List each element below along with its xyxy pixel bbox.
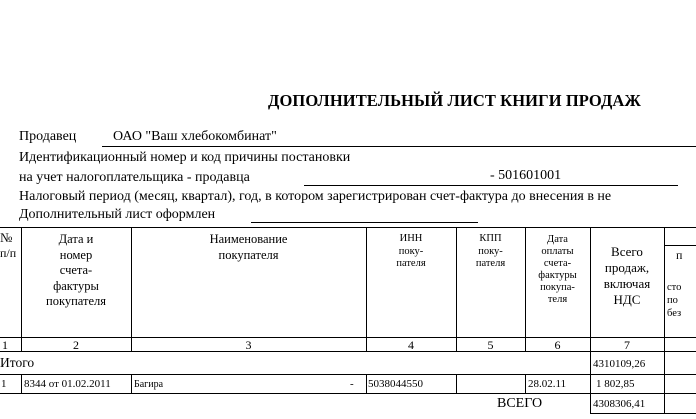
inn-label-line1: Идентификационный номер и код причины постановки <box>19 150 351 165</box>
col-number: 6 <box>554 338 561 352</box>
seller-underline <box>102 146 696 147</box>
header-col4 <box>366 233 456 271</box>
table-top-border <box>0 227 696 228</box>
header-col6-line: теля <box>547 294 568 305</box>
header-col2-line: номер <box>59 247 93 262</box>
row-sum: 1 802,85 <box>596 378 635 390</box>
row-date: 28.02.11 <box>528 378 567 390</box>
header-col1-line1: № <box>0 230 13 245</box>
sheet-label: Дополнительный лист оформлен <box>19 207 216 222</box>
header-col2-line: Дата и <box>58 232 94 246</box>
header-col8-line: по <box>667 295 678 306</box>
inn-value: - 501601001 <box>490 168 562 183</box>
row-number: 1 <box>1 378 7 390</box>
header-col7-line: Всего <box>611 244 643 259</box>
header-col5 <box>456 233 525 271</box>
period-label: Налоговый период (месяц, квартал), год, в котором зарегистрирован счет-фактура до внесения в не <box>19 189 612 204</box>
header-col6-line: фактуры <box>538 270 577 281</box>
header-col6-line: Дата <box>547 234 568 245</box>
inn-label-line2: на учет налогоплательщика - продавца <box>19 170 250 185</box>
grand-total-label: ВСЕГО <box>497 396 543 411</box>
header-col1-line2: п/п <box>0 246 17 260</box>
header-col7-line: продаж, <box>604 260 650 275</box>
grand-total-value: 4308306,41 <box>593 398 646 410</box>
table-subheader-line <box>664 245 696 246</box>
col-divider-7 <box>664 227 665 413</box>
col-divider-1-row <box>21 374 22 393</box>
header-col8-line: без <box>667 308 682 319</box>
header-col7-line: включая <box>603 276 651 291</box>
header-col6-line: оплаты <box>541 246 574 257</box>
header-col7-line: НДС <box>613 292 641 307</box>
col-number: 1 <box>2 338 8 352</box>
table-grand-bottom <box>590 413 696 414</box>
header-col7 <box>590 244 664 308</box>
header-col3 <box>131 232 366 263</box>
header-col4-line: поку- <box>398 245 424 257</box>
header-col8-top: п <box>676 248 683 262</box>
total-value: 4310109,26 <box>593 358 646 370</box>
seller-label: Продавец <box>19 129 77 144</box>
col-number: 5 <box>487 338 494 352</box>
header-col5-line: поку- <box>478 245 503 257</box>
header-col8-sub <box>667 281 696 320</box>
header-col2 <box>21 232 131 310</box>
header-col2-line: покупателя <box>46 294 106 308</box>
col-divider-3-row <box>366 374 367 393</box>
col-divider-5-row <box>525 374 526 393</box>
sheet-underline <box>251 222 478 223</box>
header-col4-line: пателя <box>396 258 426 269</box>
row-inn: 5038044550 <box>368 378 423 390</box>
header-col4-line: ИНН <box>399 233 423 244</box>
header-col5-line: КПП <box>479 233 502 244</box>
header-col6-line: счета- <box>543 258 572 269</box>
col-divider-4-row <box>456 374 457 393</box>
row-buyer: Багира <box>134 379 164 390</box>
header-col3-line: Наименование <box>209 232 288 246</box>
header-col3-line: покупателя <box>218 247 279 262</box>
header-col2-line: фактуры <box>53 278 99 293</box>
col-divider-2-row <box>131 374 132 393</box>
row-dash: - <box>350 378 354 390</box>
table-row-bottom <box>0 393 696 394</box>
seller-value: ОАО "Ваш хлебокомбинат" <box>113 129 277 144</box>
col-number: 2 <box>73 338 79 352</box>
header-col8-line: сто <box>667 282 682 293</box>
total-label: Итого <box>0 355 35 370</box>
header-col6-line: покупа- <box>540 282 575 293</box>
col-number: 4 <box>408 338 414 352</box>
table-total-bottom <box>0 374 696 375</box>
col-number: 3 <box>245 338 252 352</box>
inn-underline <box>304 185 678 186</box>
header-col5-line: пателя <box>475 258 506 269</box>
page-title: ДОПОЛНИТЕЛЬНЫЙ ЛИСТ КНИГИ ПРОДАЖ <box>268 91 641 110</box>
row-invoice: 8344 от 01.02.2011 <box>24 378 111 390</box>
col-number: 7 <box>624 338 630 352</box>
header-col6 <box>525 234 590 306</box>
header-col2-line: счета- <box>59 263 93 277</box>
